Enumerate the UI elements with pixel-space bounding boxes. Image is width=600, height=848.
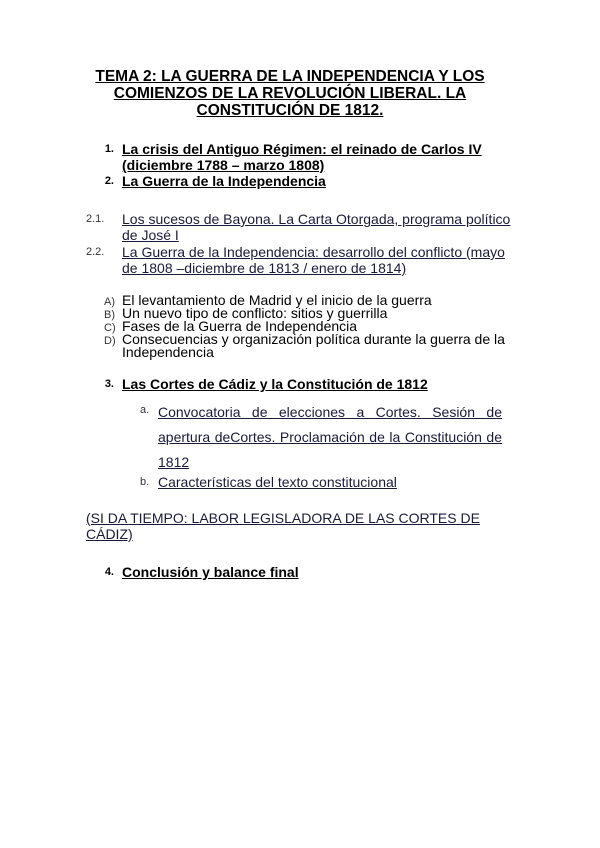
page-title: TEMA 2: LA GUERRA DE LA INDEPENDENCIA Y LOS COMIENZOS DE LA REVOLUCIÓN LIBERAL. LA CONSTITUCIÓN DE 1812. (95, 68, 485, 119)
list-number: 4. (104, 566, 114, 578)
letter-item-text: Fases de la Guerra de Independencia (122, 318, 358, 334)
list-item-text[interactable]: Las Cortes de Cádiz y la Constitución de 1812 (122, 376, 428, 392)
list-item-4 (100, 564, 500, 580)
sub-item-number: 2.1. (86, 213, 105, 225)
note-line (86, 510, 496, 542)
list-number: 3. (104, 378, 114, 390)
list-item-3 (100, 376, 500, 392)
letter-item-text: El levantamiento de Madrid y el inicio de la guerra (122, 292, 432, 308)
list-number: 2. (104, 175, 114, 187)
letter-item-text: Un nuevo tipo de conflicto: sitios y guerrilla (122, 305, 388, 321)
letter-marker: A) (104, 296, 115, 308)
list-item-text[interactable]: La Guerra de la Independencia (122, 173, 326, 189)
letter-item-d (104, 333, 514, 359)
note-text[interactable]: (SI DA TIEMPO: LABOR LEGISLADORA DE LAS CORTES DE CÁDIZ) (86, 510, 480, 542)
sub-item-b (140, 474, 510, 490)
letter-marker: C) (104, 322, 116, 334)
sub-item-text[interactable]: Convocatoria de elecciones a Cortes. Sesión de apertura deCortes. Proclamación de la Constitución de 1812 (158, 404, 502, 470)
letter-marker: B) (104, 309, 115, 321)
sub-item-text[interactable]: Los sucesos de Bayona. La Carta Otorgada, programa político de José I (122, 211, 511, 243)
list-number: 1. (104, 143, 114, 155)
sub-item-text[interactable]: Características del texto constitucional (158, 474, 397, 490)
list-item-text[interactable]: La crisis del Antiguo Régimen: el reinado de Carlos IV (diciembre 1788 – marzo 1808) (122, 141, 482, 173)
sub-item-2-1 (86, 211, 516, 243)
list-item-text[interactable]: Conclusión y balance final (122, 564, 299, 580)
list-item-1 (100, 141, 500, 173)
sub-item-marker: a. (140, 404, 150, 416)
sub-item-text[interactable]: La Guerra de la Independencia: desarrollo del conflicto (mayo de 1808 –diciembre de 1813 / enero de 1814) (122, 244, 505, 276)
letter-marker: D) (104, 335, 116, 347)
sub-item-a (140, 400, 510, 475)
sub-item-number: 2.2. (86, 246, 105, 258)
sub-item-2-2 (86, 244, 516, 276)
sub-item-marker: b. (140, 476, 150, 488)
letter-item-text: Consecuencias y organización política durante la guerra de la Independencia (122, 331, 505, 360)
list-item-2 (100, 173, 500, 189)
